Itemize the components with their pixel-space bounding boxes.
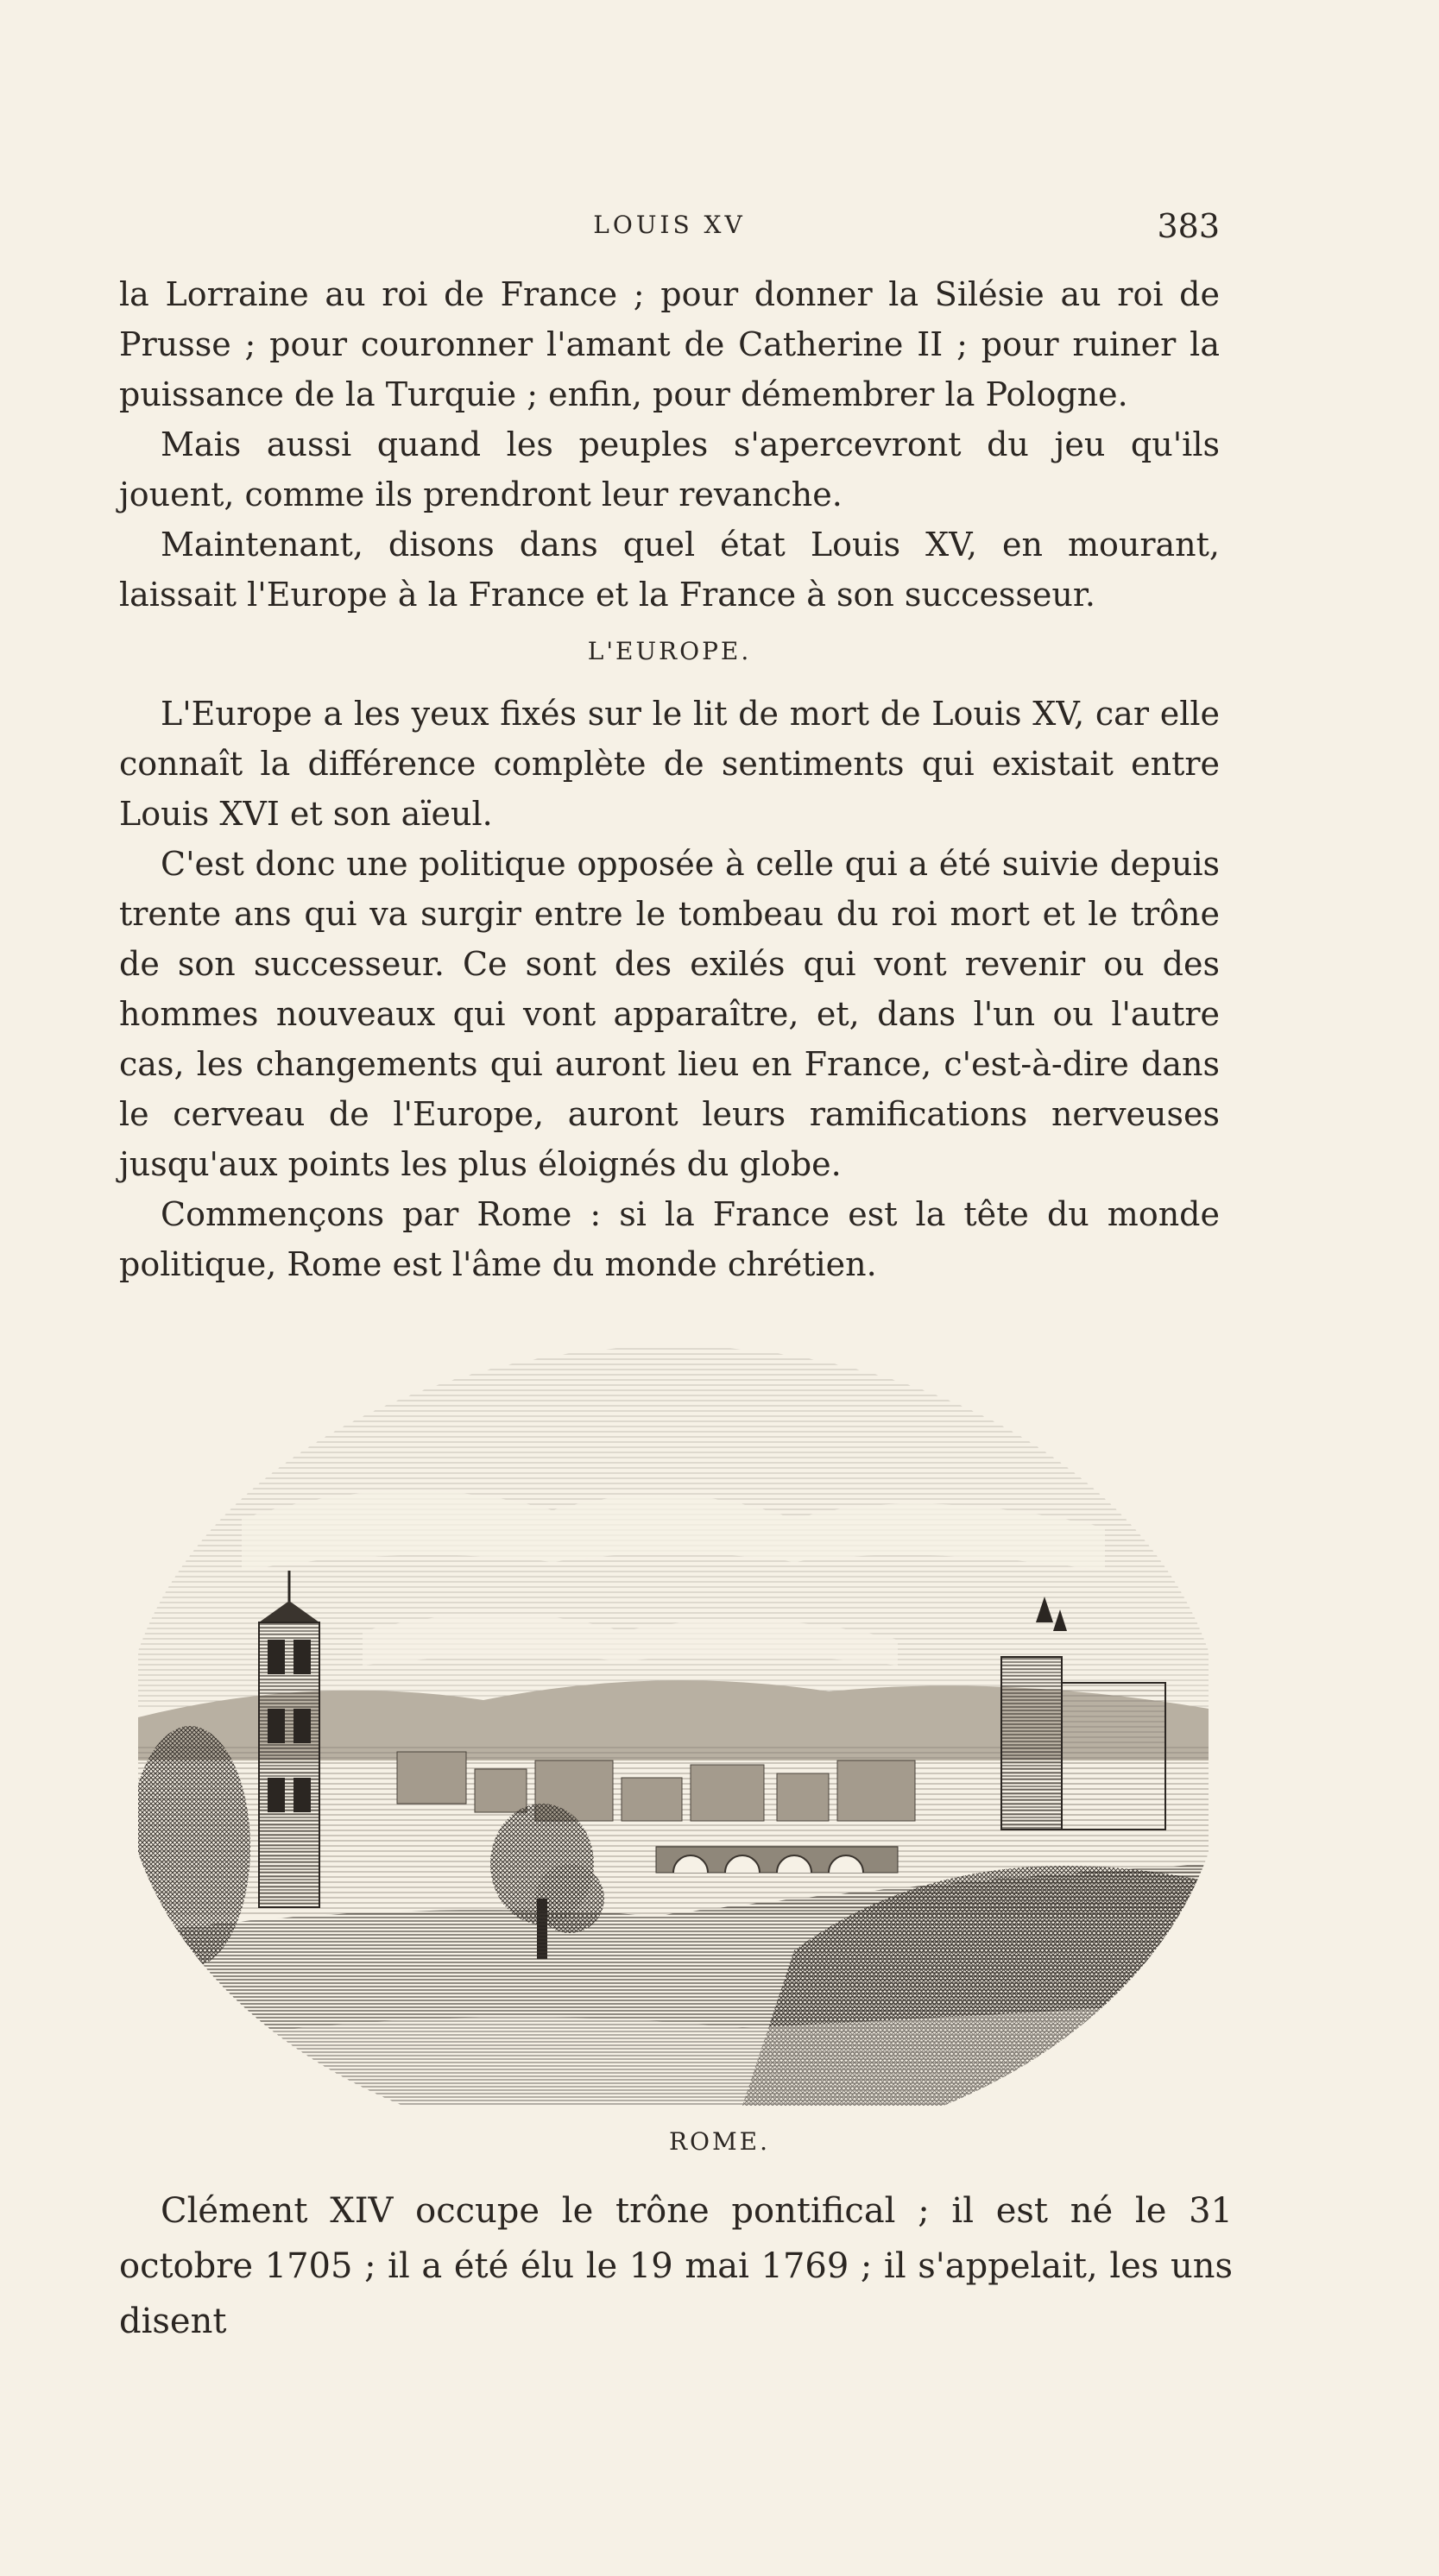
section-heading: L'EUROPE.	[587, 637, 752, 665]
bridge	[656, 1847, 898, 1873]
paragraph: Clément XIV occupe le trône pontifical ; il est né le 31 octobre 1705 ; il a été élu le 19 mai 1769 ; il s'appelait, les uns disent	[119, 2191, 1233, 2341]
main-text	[119, 269, 1220, 1289]
paragraph: Maintenant, disons dans quel état Louis XV, en mourant, laissait l'Europe à la France et la France à son successeur.	[119, 526, 1220, 614]
paragraph: Mais aussi quand les peuples s'apercevront du jeu qu'ils jouent, comme ils prendront leur revanche.	[119, 425, 1220, 513]
paragraph: C'est donc une politique opposée à celle qui a été suivie depuis trente ans qui va surgir entre le tombeau du roi mort et le trône de son successeur. Ce sont des exilés qui vont revenir ou des hommes nouveaux qui vont apparaître, et, dans l'un ou l'autre cas, les changements qui auront lieu en France, c'est-à-dire dans le cerveau de l'Europe, auront leurs ramifications nerveuses jusqu'aux points les plus éloignés du globe.	[119, 845, 1220, 1183]
running-title: LOUIS XV	[593, 211, 746, 239]
engraving-rome-illustration	[138, 1346, 1209, 2106]
bottom-text	[119, 2183, 1233, 2349]
bell-tower	[259, 1571, 319, 1907]
paragraph: Commençons par Rome : si la France est la tête du monde politique, Rome est l'âme du monde chrétien.	[119, 1195, 1220, 1283]
paragraph: la Lorraine au roi de France ; pour donner la Silésie au roi de Prusse ; pour couronner l'amant de Catherine II ; pour ruiner la puissance de la Turquie ; enfin, pour démembrer la Pologne.	[119, 275, 1220, 413]
page-number: 383	[1157, 207, 1220, 245]
paragraph: L'Europe a les yeux fixés sur le lit de mort de Louis XV, car elle connaît la différence complète de sentiments qui existait entre Louis XVI et son aïeul.	[119, 695, 1220, 833]
running-head	[119, 207, 1220, 250]
figure-caption: ROME.	[668, 2127, 771, 2156]
